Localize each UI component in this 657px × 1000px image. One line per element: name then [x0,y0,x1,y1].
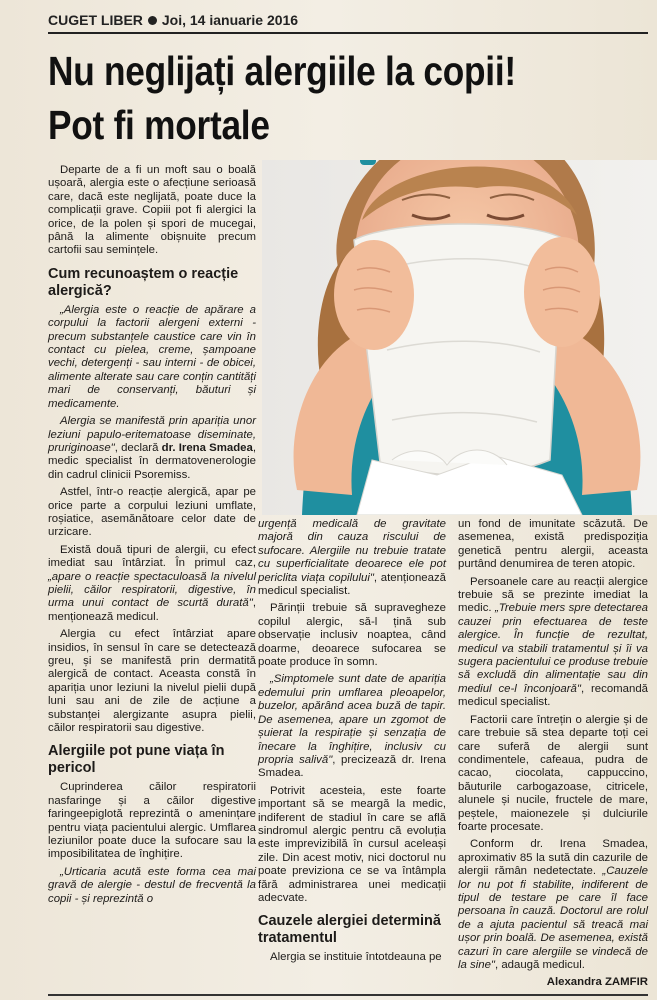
quote-text: „Simptomele sunt date de apariția edemului prin umflarea pleoapelor, buzelor, apărând acea buză de tapir. De asemenea, apare un zgomot de șuierat la respirație și senzația de înecare la înghițire, inclusiv cu propria salivă" [258,673,446,766]
paragraph [48,415,256,482]
paragraph-text: Există două tipuri de alergii, cu efect imediat sau întârziat. În primul caz, [48,543,256,570]
paragraph: Părinții trebuie să supravegheze copilul alergic, să-l țină sub observație inclusiv noaptea, când doarme, deoarece sufocarea se poate produce în somn. [258,602,446,669]
headline-line-1: Nu neglijați alergiile la copii! [48,48,516,94]
quote-text: urgență medicală de gravitate majoră din cauza riscului de sufocare. Alergiile nu trebuie tratate cu superficialitate deoarece ele pot periclita viața copilului" [258,518,446,584]
column-left [48,164,256,910]
paragraph [48,866,256,906]
quote-text: „apare o reacție spectaculoasă la nivelul pielii, căilor respiratorii, digestive, în urma unui contact de scurtă durată" [48,570,256,610]
masthead-rule [48,32,648,34]
column-middle [258,518,446,969]
paragraph-text: , declară [114,441,162,454]
paragraph [458,838,648,972]
bullet-dot [148,16,157,25]
quote-text: „Cauzele lor nu pot fi stabilite, indiferent de tipul de testare pe care îl face persoana în cauză. Doctorul are rolul de a ajuta pacientul să treacă mai ușor prin boală. De asemenea, există cazuri în care alergiile se vindecă de la sine" [458,865,648,971]
paragraph-text: , precizează dr. Irena Smadea. [258,753,446,780]
paragraph: Alergia se instituie întotdeauna pe [270,951,442,964]
paragraph [48,544,256,624]
quote-text: Alergia se manifestă prin apariția unor leziuni papulo-eritematoase diseminate, pruriginoase" [48,415,256,454]
paragraph-text: , adaugă medicul. [494,959,585,971]
paragraph: Potrivit acesteia, este foarte important să se meargă la medic, indiferent de stadiul în care se află sindromul alergic pentru că evoluția este imprevizibilă în cursul aceleași zile. Din acest motiv, nici doctorul nu poate previziona ce se va întâmpla fără administrarea unei medicații adecvate. [258,784,446,904]
masthead [48,12,648,34]
child-sneezing-illustration [262,160,657,515]
subheading-recognize: Cum recunoaștem o reacție alergică? [48,265,239,299]
paragraph-text: Conform dr. Irena Smadea, aproximativ 85 la sută din cazurile de alergii rămân nedetectate. [458,838,648,878]
paragraph-text: Persoanele care au reacții alergice trebuie să se prezinte imediat la medic. [458,575,648,615]
paragraph [258,673,446,780]
paragraph [48,304,256,411]
intro-paragraph: Departe de a fi un moft sau o boală ușoară, alergia este o afecțiune serioasă care, dacă este neglijată, poate duce la complicații grave. Copiii pot fi alergici la orice, de la polen și spori de mucegai, până la alimente obișnuite precum cartofii sau semințele. [48,164,256,257]
paragraph: Cuprinderea căilor respiratorii nasfaringe și a căilor digestive faringeepiglotă reprezintă o amenințare pentru viața pacientului alergic. Umflarea leziunilor poate duce la sufocare sau la imposibilitatea de înghițire. [48,781,256,861]
article-photo [262,160,657,515]
newspaper-name: CUGET LIBER [48,12,143,28]
paragraph [258,518,446,598]
headline [48,44,564,152]
paragraph-text: , menționează medicul. [48,597,256,623]
paragraph: un fond de imunitate scăzută. De asemenea, există predispoziția genetică pentru alergii, aceasta purtând denumirea de teren atopic. [458,518,648,571]
subheading-danger: Alergiile pot pune viața în pericol [48,743,225,777]
issue-date: Joi, 14 ianuarie 2016 [161,12,299,28]
paragraph: Alergia cu efect întârziat apare insidios, în sensul în care se detectează greu, și se manifestă prin dermatită alergică de contact. Aceasta constă în apariția unor leziuni la nivelul pielii după luni sau ani de zile de acțiune a substanței alergizante asupra pielii, căilor respiratorii sau digestive. [48,628,256,735]
headline-line-2: Pot fi mortale [48,102,270,148]
column-right [458,518,648,990]
paragraph-text: , medic specialist în dermatovenerologie din cadrul clinicii Psoremiss. [48,441,256,481]
paragraph: Astfel, într-o reacție alergică, apar pe orice parte a corpului leziuni umflate, roșiatice, asemănătoare celor date de urzicare. [48,486,256,539]
paragraph-text: , atenționează medicul specialist. [258,571,446,598]
paragraph: Factorii care întrețin o alergie și de care trebuie să stea departe toți cei care suferă de alergii sunt condimentele, cafeaua, pudra de cacao, ciocolata, cappuccino, băuturile carbogazoase, citricele, alunele și nucile, fructele de mare, peștele, maionezele și dulciurile foarte procesate. [458,713,648,833]
author-signature: Alexandra ZAMFIR [546,976,648,989]
quote-text: „Trebuie mers spre detectarea cauzei prin efectuarea de teste alergice. În funcție de rezultat, medicul va stabili tratamentul și îi va sugera pacientului ce produse trebuie să excludă din alimentație sau din mediul ce-l înconjoară" [458,602,648,695]
quote-text: „Alergia este o reacție de apărare a corpului la factorii alergeni externi - precum substanțele caustice care vin în contact cu pielea, creme, șampoane vechi, detergenți - sau interni - de obicei, alimente alterate sau care conțin cantități mari de conservanți, băuturi și medicamente. [48,303,256,410]
subheading-causes: Cauzele alergiei determină tratamentul [258,913,441,947]
paragraph [458,576,648,710]
bottom-rule [48,994,648,996]
paragraph-text: , recomandă medicul specialist. [458,682,648,709]
quote-text: „Urticaria acută este forma cea mai gravă de alergie - destul de frecventă la copii - și reprezintă o [48,865,256,905]
doctor-name: dr. Irena Smadea [161,441,253,454]
